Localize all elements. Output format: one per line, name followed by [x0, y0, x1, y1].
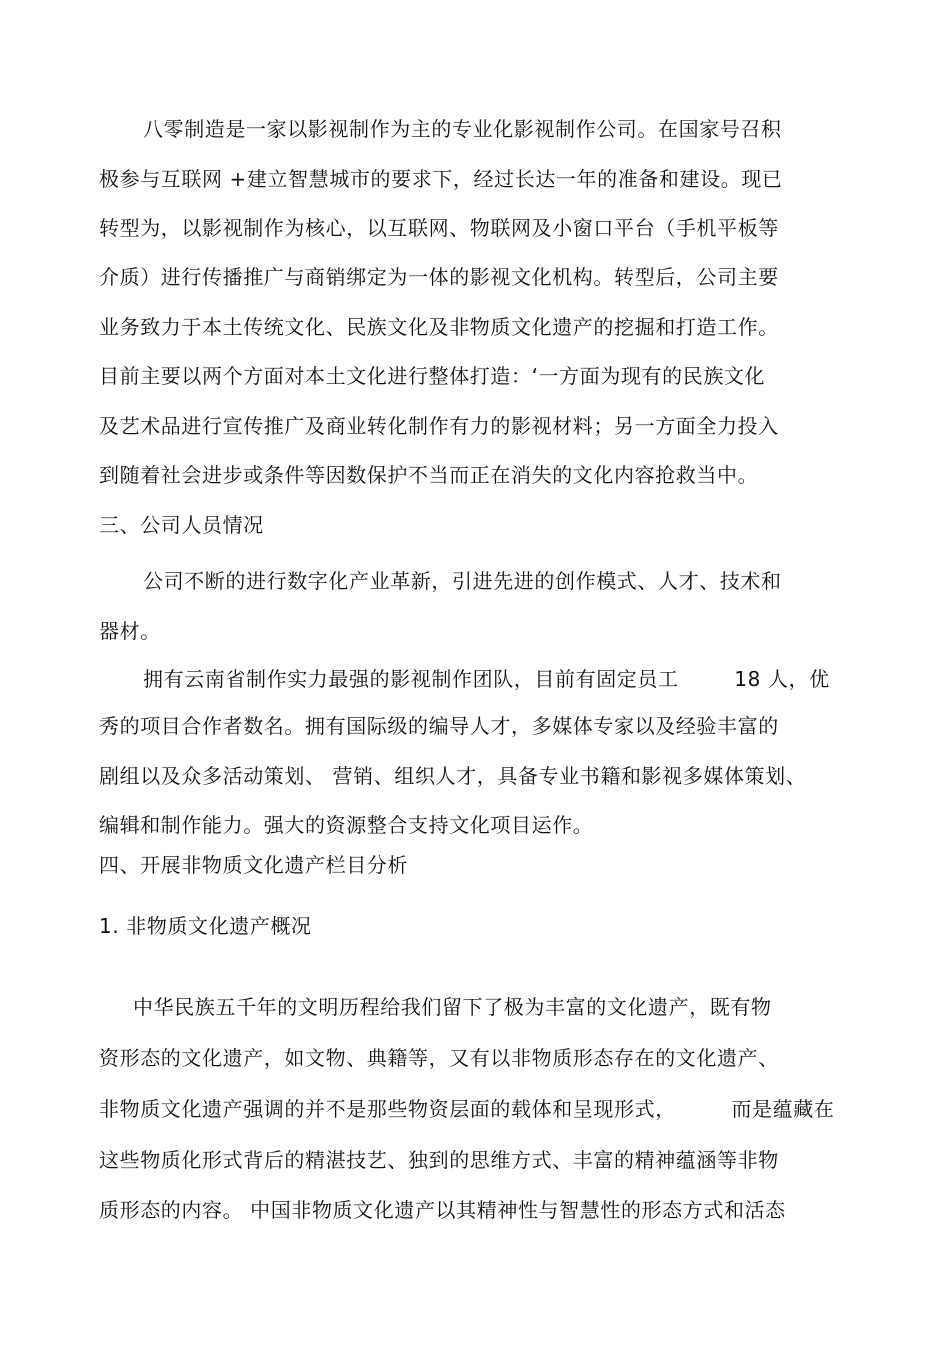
body-line: 转型为，以影视制作为核心，以互联网、物联网及小窗口平台（手机平板等 — [99, 216, 779, 240]
body-line: 质形态的内容。 中国非物质文化遗产以其精神性与智慧性的形态方式和活态 — [99, 1198, 786, 1222]
body-line: 到随着社会进步或条件等因数保护不当而正在消失的文化内容抢救当中。 — [99, 463, 759, 487]
body-line: 公司不断的进行数字化产业革新，引进先进的创作模式、人才、技术和 — [143, 569, 782, 593]
body-line: 拥有云南省制作实力最强的影视制作团队，目前有固定员工 18 人，优 — [143, 667, 830, 691]
body-line: 编辑和制作能力。强大的资源整合支持文化项目运作。 — [99, 813, 594, 837]
body-line: 非物质文化遗产强调的并不是那些物资层面的载体和呈现形式， 而是蕴藏在 — [99, 1097, 835, 1121]
body-line: 八零制造是一家以影视制作为主的专业化影视制作公司。在国家号召积 — [143, 117, 782, 141]
body-line: 这些物质化形式背后的精湛技艺、独到的思维方式、丰富的精神蕴涵等非物 — [99, 1148, 779, 1172]
body-line: 中华民族五千年的文明历程给我们留下了极为丰富的文化遗产，既有物 — [133, 995, 772, 1019]
body-line: 秀的项目合作者数名。拥有国际级的编导人才，多媒体专家以及经验丰富的 — [99, 714, 779, 738]
section-heading: 四、开展非物质文化遗产栏目分析 — [99, 853, 408, 877]
body-line: 剧组以及众多活动策划、 营销、组织人才，具备专业书籍和影视多媒体策划、 — [99, 764, 807, 788]
body-line: 介质）进行传播推广与商销绑定为一体的影视文化机构。转型后，公司主要 — [99, 265, 779, 289]
body-line: 器材。 — [99, 619, 161, 643]
body-line: 业务致力于本土传统文化、民族文化及非物质文化遗产的挖掘和打造工作。 — [99, 315, 779, 339]
body-line: 目前主要以两个方面对本土文化进行整体打造：‘一方面为现有的民族文化 — [99, 364, 766, 388]
body-line: 极参与互联网 +建立智慧城市的要求下，经过长达一年的准备和建设。现已 — [99, 167, 783, 191]
section-heading: 三、公司人员情况 — [99, 513, 264, 537]
body-line: 及艺术品进行宣传推广及商业转化制作有力的影视材料；另一方面全力投入 — [99, 414, 779, 438]
subsection-heading: 1. 非物质文化遗产概况 — [99, 914, 312, 938]
body-line: 资形态的文化遗产，如文物、典籍等，又有以非物质形态存在的文化遗产、 — [99, 1046, 779, 1070]
